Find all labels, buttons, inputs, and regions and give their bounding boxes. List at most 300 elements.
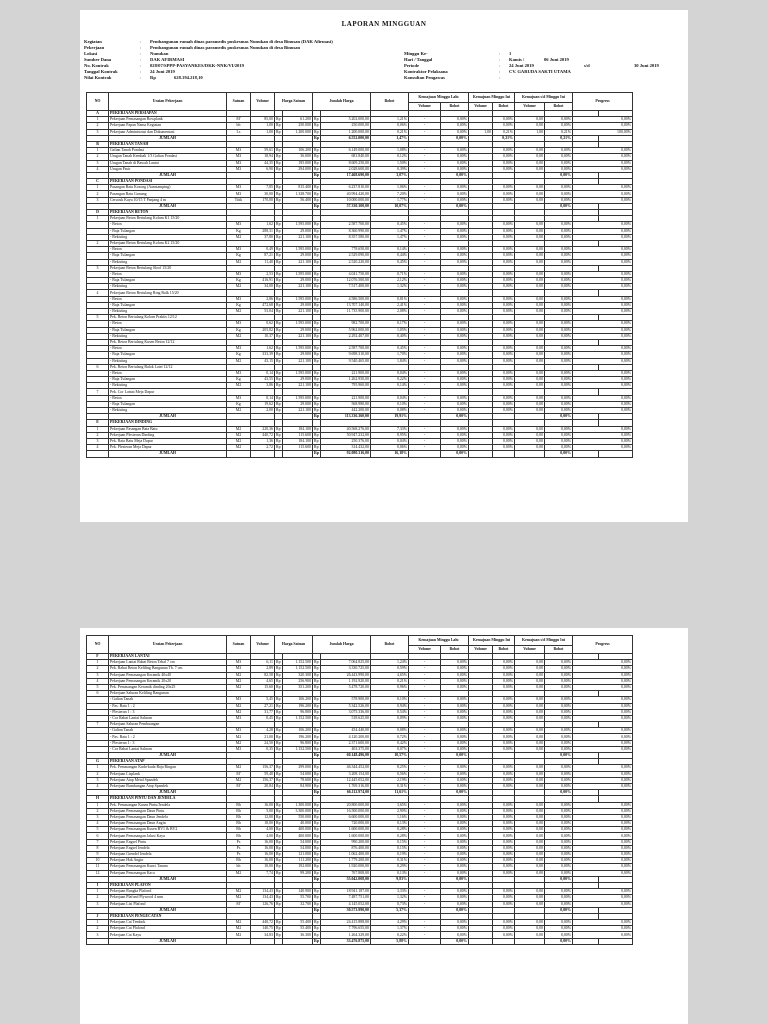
to-date-bobot: 0,00% xyxy=(545,870,573,876)
col-kemajuan-lalu: Kemajuan Minggu Lalu xyxy=(409,636,469,646)
periode-end: 30 Juni 2019 xyxy=(634,63,659,68)
this-week-bobot: 0,00% xyxy=(493,814,515,820)
unit: M' xyxy=(227,901,251,907)
this-week-bobot: 0,00% xyxy=(493,284,515,290)
last-week-bobot: 0,00% xyxy=(441,284,469,290)
last-week-volume: - xyxy=(409,783,441,789)
bobot: 0,12% xyxy=(371,154,409,160)
this-week-bobot: 0,00% xyxy=(493,864,515,870)
to-date-bobot: 0,00% xyxy=(545,123,573,129)
empty-cell xyxy=(251,451,275,457)
unit-price: 1.152.500 xyxy=(283,660,313,666)
this-week-bobot: 0,00% xyxy=(493,858,515,864)
to-date-volume: 0,00 xyxy=(515,746,545,752)
bobot: 3,33% xyxy=(371,889,409,895)
currency: Rp xyxy=(276,370,281,375)
last-week-volume: - xyxy=(409,346,441,352)
unit-price: 221.100 xyxy=(283,358,313,364)
unit: Kg xyxy=(227,377,251,383)
bobot: 7,20% xyxy=(371,191,409,197)
progress: 0,00% xyxy=(573,660,633,666)
hari-value: Kamis / xyxy=(509,57,525,62)
currency: Rp xyxy=(276,377,281,382)
currency: Rp xyxy=(276,864,281,869)
total-price: 2.587.700,00 xyxy=(321,222,371,228)
currency: Rp xyxy=(276,439,281,444)
empty-cell xyxy=(409,938,441,944)
unit: M2 xyxy=(227,445,251,451)
last-week-bobot: 0,00% xyxy=(441,129,469,135)
bobot: 0,04% xyxy=(371,395,409,401)
col-satuan: Satuan xyxy=(227,636,251,654)
bobot: 4,65% xyxy=(371,672,409,678)
total-lalu-bobot: 0,00% xyxy=(441,876,469,882)
unit-price: 1.595.000 xyxy=(283,346,313,352)
total-price: 1.769.316,00 xyxy=(321,783,371,789)
section-title: PEKERJAAN PLAFON xyxy=(109,882,227,888)
work-description: - Beton xyxy=(109,296,227,302)
currency: Rp xyxy=(314,222,319,227)
last-week-bobot: 0,00% xyxy=(441,697,469,703)
work-description: Pekerjaan Rangka Plafond xyxy=(109,889,227,895)
last-week-bobot: 0,00% xyxy=(441,191,469,197)
periode-start: 24 Juni 2019 xyxy=(509,63,534,68)
last-week-volume: - xyxy=(409,703,441,709)
total-label: JUMLAH xyxy=(109,790,227,796)
last-week-volume: - xyxy=(409,889,441,895)
volume: 21,00 xyxy=(251,734,275,740)
bobot: 1,06% xyxy=(371,185,409,191)
row-number: 4 xyxy=(87,678,109,684)
to-date-volume: 0,00 xyxy=(515,247,545,253)
volume: 16,00 xyxy=(251,845,275,851)
volume: 288,31 xyxy=(251,228,275,234)
currency: Rp xyxy=(314,148,319,153)
to-date-volume: 0,00 xyxy=(515,123,545,129)
total-sd-bobot: 0,00% xyxy=(545,203,573,209)
currency: Rp xyxy=(314,278,319,283)
last-week-volume: - xyxy=(409,302,441,308)
tanggal-kontrak-label: Tanggal Kontrak xyxy=(84,69,118,74)
to-date-bobot: 0,00% xyxy=(545,666,573,672)
to-date-volume: 0,00 xyxy=(515,765,545,771)
progress: 0,00% xyxy=(573,814,633,820)
currency: Rp xyxy=(276,234,281,239)
currency: Rp xyxy=(314,135,319,140)
total-price: 5.478.720,00 xyxy=(321,684,371,690)
unit: M3 xyxy=(227,395,251,401)
volume: 16,00 xyxy=(251,839,275,845)
this-week-bobot: 0,00% xyxy=(493,709,515,715)
subgroup-title: Pekerjaan Beton Bertulang Ring Balk 15/20 xyxy=(109,290,227,296)
empty-cell xyxy=(469,938,493,944)
to-date-volume: 0,00 xyxy=(515,370,545,376)
unit: M3 xyxy=(227,746,251,752)
volume: 16,00 xyxy=(251,802,275,808)
to-date-bobot: 0,00% xyxy=(545,858,573,864)
to-date-bobot: 0,00% xyxy=(545,438,573,444)
currency: Rp xyxy=(276,889,281,894)
last-week-bobot: 0,00% xyxy=(441,278,469,284)
unit: Kg xyxy=(227,302,251,308)
currency: Rp xyxy=(276,746,281,751)
last-week-bobot: 0,00% xyxy=(441,321,469,327)
last-week-bobot: 0,00% xyxy=(441,672,469,678)
lokasi-label: Lokasi xyxy=(84,51,98,56)
progress-table-2 xyxy=(86,635,633,945)
currency: Rp xyxy=(276,920,281,925)
unit-price: 184.100 xyxy=(283,426,313,432)
currency: Rp xyxy=(314,426,319,431)
currency: Rp xyxy=(276,117,281,122)
unit-price: 55.400 xyxy=(283,926,313,932)
unit-price: 196.200 xyxy=(283,734,313,740)
this-week-bobot: 0,00% xyxy=(493,352,515,358)
currency: Rp xyxy=(276,123,281,128)
work-description: Pekerjaan Pemasangan Daun Pintu xyxy=(109,808,227,814)
last-week-volume: - xyxy=(409,895,441,901)
to-date-volume: 0,00 xyxy=(515,154,545,160)
volume: 37,80 xyxy=(251,234,275,240)
unit-price: 351.200 xyxy=(283,684,313,690)
to-date-volume: 0,00 xyxy=(515,926,545,932)
currency: Rp xyxy=(276,845,281,850)
unit-price: 221.100 xyxy=(283,234,313,240)
last-week-bobot: 0,00% xyxy=(441,383,469,389)
row-number: 2 xyxy=(87,240,109,246)
currency: Rp xyxy=(314,845,319,850)
currency: Rp xyxy=(276,901,281,906)
to-date-volume: 0,00 xyxy=(515,438,545,444)
bobot: 0,39% xyxy=(371,166,409,172)
currency: Rp xyxy=(314,802,319,807)
total-price: 10.000.000,00 xyxy=(321,197,371,203)
bobot: 0,56% xyxy=(371,771,409,777)
last-week-volume: - xyxy=(409,438,441,444)
currency: Rp xyxy=(314,129,319,134)
row-number: 4 xyxy=(87,821,109,827)
section-letter: G xyxy=(87,759,109,765)
work-description: - Baja Tulangan xyxy=(109,327,227,333)
last-week-volume: - xyxy=(409,697,441,703)
this-week-bobot: 0,00% xyxy=(493,426,515,432)
row-number: 3 xyxy=(87,438,109,444)
currency: Rp xyxy=(276,808,281,813)
sumber-dana-value: DAK AFIRMASI xyxy=(150,57,185,62)
work-description: - Bekisting xyxy=(109,383,227,389)
row-number: 2 xyxy=(87,926,109,932)
total-lalu-bobot: 0,00% xyxy=(441,938,469,944)
row-number: 11 xyxy=(87,864,109,870)
bobot: 2,19% xyxy=(371,777,409,783)
progress: 0,00% xyxy=(573,926,633,932)
row-number: 1 xyxy=(87,920,109,926)
this-week-bobot: 0,00% xyxy=(493,740,515,746)
pekerjaan-value: Pembangunan rumah dinas paramedis puskesmas Nunukan di desa Binusan xyxy=(150,45,301,50)
last-week-volume: - xyxy=(409,821,441,827)
to-date-bobot: 0,00% xyxy=(545,833,573,839)
last-week-volume: - xyxy=(409,401,441,407)
row-number: 1 xyxy=(87,148,109,154)
last-week-volume: - xyxy=(409,166,441,172)
work-description: Pekerjaan Pemasangan Jalusi Kayu xyxy=(109,833,227,839)
work-description: - Cor Rabat Lantai Saluran xyxy=(109,746,227,752)
progress: 0,00% xyxy=(573,309,633,315)
to-date-volume: 0,00 xyxy=(515,148,545,154)
to-date-bobot: 0,00% xyxy=(545,432,573,438)
progress: 0,00% xyxy=(573,117,633,123)
bobot: 0,04% xyxy=(371,370,409,376)
unit-price: 192.000 xyxy=(283,864,313,870)
last-week-volume: - xyxy=(409,309,441,315)
currency: Rp xyxy=(314,827,319,832)
unit: M3 xyxy=(227,247,251,253)
total-label: JUMLAH xyxy=(109,414,227,420)
volume: 16,00 xyxy=(251,852,275,858)
volume: 16,00 xyxy=(251,858,275,864)
progress: 0,00% xyxy=(573,383,633,389)
unit-price: 29.000 xyxy=(283,302,313,308)
last-week-volume: - xyxy=(409,746,441,752)
bobot: 8,25% xyxy=(371,765,409,771)
volume: 2,86 xyxy=(251,296,275,302)
last-week-volume: - xyxy=(409,197,441,203)
volume: 10,00 xyxy=(251,864,275,870)
section-letter: D xyxy=(87,210,109,216)
to-date-volume: 0,00 xyxy=(515,833,545,839)
to-date-volume: 0,00 xyxy=(515,259,545,265)
progress: 0,00% xyxy=(573,746,633,752)
to-date-volume: 0,00 xyxy=(515,839,545,845)
row-number: 1 xyxy=(87,426,109,432)
last-week-volume: - xyxy=(409,271,441,277)
currency: Rp xyxy=(314,666,319,671)
last-week-bobot: 0,00% xyxy=(441,358,469,364)
total-bobot: 10,57% xyxy=(371,753,409,759)
work-description: - Bekisting xyxy=(109,309,227,315)
last-week-volume: - xyxy=(409,123,441,129)
unit-price: 115.600 xyxy=(283,445,313,451)
unit-price: 29.000 xyxy=(283,327,313,333)
to-date-volume: 0,00 xyxy=(515,889,545,895)
unit-price: 1.595.000 xyxy=(283,247,313,253)
to-date-volume: 0,00 xyxy=(515,278,545,284)
to-date-bobot: 0,00% xyxy=(545,734,573,740)
section-letter: J xyxy=(87,913,109,919)
total-row xyxy=(87,451,633,457)
total-price: 6.237.810,00 xyxy=(321,185,371,191)
work-description: Pekerjaan Hak Angin xyxy=(109,858,227,864)
currency: Rp xyxy=(276,129,281,134)
total-label: JUMLAH xyxy=(109,172,227,178)
work-description: - Bekisting xyxy=(109,234,227,240)
currency: Rp xyxy=(314,352,319,357)
this-week-bobot: 0,00% xyxy=(493,185,515,191)
last-week-bobot: 0,00% xyxy=(441,438,469,444)
to-date-bobot: 0,00% xyxy=(545,740,573,746)
bobot: 4,29% xyxy=(371,920,409,926)
last-week-bobot: 0,00% xyxy=(441,802,469,808)
unit-price: 106.200 xyxy=(283,697,313,703)
progress: 100,00% xyxy=(573,129,633,135)
last-week-volume: - xyxy=(409,383,441,389)
currency: Rp xyxy=(314,784,319,789)
total-bobot: 19,91% xyxy=(371,414,409,420)
currency: Rp xyxy=(314,771,319,776)
total-price: 5.342.526,00 xyxy=(321,703,371,709)
last-week-bobot: 0,00% xyxy=(441,432,469,438)
this-week-bobot: 0,00% xyxy=(493,672,515,678)
this-week-bobot: 0,00% xyxy=(493,166,515,172)
progress: 0,00% xyxy=(573,432,633,438)
lokasi-value: Nunukan xyxy=(150,51,169,56)
currency: Rp xyxy=(276,408,281,413)
this-week-bobot: 0,00% xyxy=(493,734,515,740)
row-number: 9 xyxy=(87,852,109,858)
unit: M2 xyxy=(227,234,251,240)
to-date-volume: 0,00 xyxy=(515,185,545,191)
bobot: 0,28% xyxy=(371,827,409,833)
total-amount: 92.080.316,00 xyxy=(321,451,371,457)
to-date-bobot: 0,00% xyxy=(545,827,573,833)
this-week-bobot: 0,00% xyxy=(493,845,515,851)
work-description: Pek. Pemasangan Keramik dinding 20x25 xyxy=(109,684,227,690)
currency: Rp xyxy=(314,395,319,400)
work-description: - Pas. Bata 1 : 2 xyxy=(109,703,227,709)
work-description: Pekerjaan Pemasangan Kunci Tanam xyxy=(109,864,227,870)
row-number: 5 xyxy=(87,315,109,321)
empty-cell xyxy=(251,938,275,944)
total-bobot: 16,18% xyxy=(371,451,409,457)
progress: 0,00% xyxy=(573,715,633,721)
empty-cell xyxy=(283,938,313,944)
to-date-bobot: 0,00% xyxy=(545,395,573,401)
to-date-volume: 0,00 xyxy=(515,160,545,166)
to-date-bobot: 0,21% xyxy=(545,129,573,135)
currency: Rp xyxy=(314,672,319,677)
currency: Rp xyxy=(276,247,281,252)
this-week-bobot: 0,00% xyxy=(493,278,515,284)
row-number: 7 xyxy=(87,389,109,395)
this-week-bobot: 0,00% xyxy=(493,901,515,907)
total-price: 2.587.700,00 xyxy=(321,346,371,352)
last-week-bobot: 0,00% xyxy=(441,327,469,333)
unit: Bh xyxy=(227,821,251,827)
unit: M' xyxy=(227,117,251,123)
total-sd-bobot: 0,00% xyxy=(545,451,573,457)
last-week-volume: - xyxy=(409,395,441,401)
currency: Rp xyxy=(314,889,319,894)
currency: Rp xyxy=(276,432,281,437)
empty-cell xyxy=(599,451,633,457)
total-price: 518.625,00 xyxy=(321,715,371,721)
unit: M' xyxy=(227,771,251,777)
this-week-bobot: 0,00% xyxy=(493,765,515,771)
last-week-bobot: 0,00% xyxy=(441,309,469,315)
work-description: Urugan Tanah di Bawah Lantai xyxy=(109,160,227,166)
this-week-bobot: 0,00% xyxy=(493,271,515,277)
to-date-bobot: 0,00% xyxy=(545,358,573,364)
nilai-kontrak-label: Nilai Kontrak xyxy=(84,75,112,80)
last-week-volume: - xyxy=(409,814,441,820)
to-date-volume: 0,00 xyxy=(515,346,545,352)
total-price: 221.900,00 xyxy=(321,395,371,401)
total-ini-bobot: 0,21% xyxy=(493,135,515,141)
bobot: 0,14% xyxy=(371,383,409,389)
this-week-bobot: 0,00% xyxy=(493,346,515,352)
col-harga-satuan: Harga Satuan xyxy=(275,93,313,111)
unit-price: 221.100 xyxy=(283,408,313,414)
col-kemajuan-sd-ini: Kemajuan s/d Minggu Ini xyxy=(515,93,573,103)
unit-price: 36.000 xyxy=(283,154,313,160)
currency: Rp xyxy=(314,660,319,665)
total-price: 16.500.000,00 xyxy=(321,808,371,814)
to-date-volume: 0,00 xyxy=(515,284,545,290)
empty-cell xyxy=(573,451,599,457)
last-week-bobot: 0,00% xyxy=(441,154,469,160)
currency: Rp xyxy=(314,203,319,208)
total-lalu-bobot: 0,00% xyxy=(441,203,469,209)
currency: Rp xyxy=(314,833,319,838)
bobot: 1,21% xyxy=(371,117,409,123)
to-date-bobot: 0,00% xyxy=(545,709,573,715)
unit-price: 299.000 xyxy=(283,765,313,771)
total-sd-bobot: 0,21% xyxy=(545,135,573,141)
row-number: 3 xyxy=(87,932,109,938)
bobot: 0,54% xyxy=(371,709,409,715)
currency: Rp xyxy=(276,191,281,196)
volume: 34,83 xyxy=(251,932,275,938)
total-lalu-bobot: 0,00% xyxy=(441,414,469,420)
to-date-bobot: 0,00% xyxy=(545,802,573,808)
total-price: 2.292.407,00 xyxy=(321,333,371,339)
currency: Rp xyxy=(276,271,281,276)
currency: Rp xyxy=(314,414,319,419)
currency: Rp xyxy=(276,148,281,153)
total-price: 1.600.000,00 xyxy=(321,833,371,839)
total-bobot: 9,83% xyxy=(371,876,409,882)
this-week-bobot: 0,00% xyxy=(493,228,515,234)
currency: Rp xyxy=(314,247,319,252)
work-description: Pekerjaan Plesteran Dinding xyxy=(109,432,227,438)
currency: Rp xyxy=(314,938,319,943)
to-date-volume: 0,00 xyxy=(515,715,545,721)
last-week-bobot: 0,00% xyxy=(441,845,469,851)
unit: M2 xyxy=(227,703,251,709)
currency: Rp xyxy=(314,715,319,720)
to-date-bobot: 0,00% xyxy=(545,352,573,358)
total-bobot: 1,47% xyxy=(371,135,409,141)
unit: Ps xyxy=(227,845,251,851)
currency: Rp xyxy=(314,864,319,869)
to-date-bobot: 0,00% xyxy=(545,426,573,432)
volume: 3,86 xyxy=(251,383,275,389)
to-date-bobot: 0,00% xyxy=(545,346,573,352)
unit-price: 815.400 xyxy=(283,185,313,191)
unit: Bh xyxy=(227,814,251,820)
bobot: 8,95% xyxy=(371,432,409,438)
last-week-volume: - xyxy=(409,771,441,777)
to-date-bobot: 0,00% xyxy=(545,166,573,172)
last-week-bobot: 0,00% xyxy=(441,197,469,203)
unit: Kg xyxy=(227,352,251,358)
tanggal-value: 06 Juni 2019 xyxy=(544,57,569,62)
row-number: 3 xyxy=(87,901,109,907)
row-number: 4 xyxy=(87,166,109,172)
currency: Rp xyxy=(314,932,319,937)
last-week-volume: - xyxy=(409,408,441,414)
unit-price: 61.200 xyxy=(283,117,313,123)
